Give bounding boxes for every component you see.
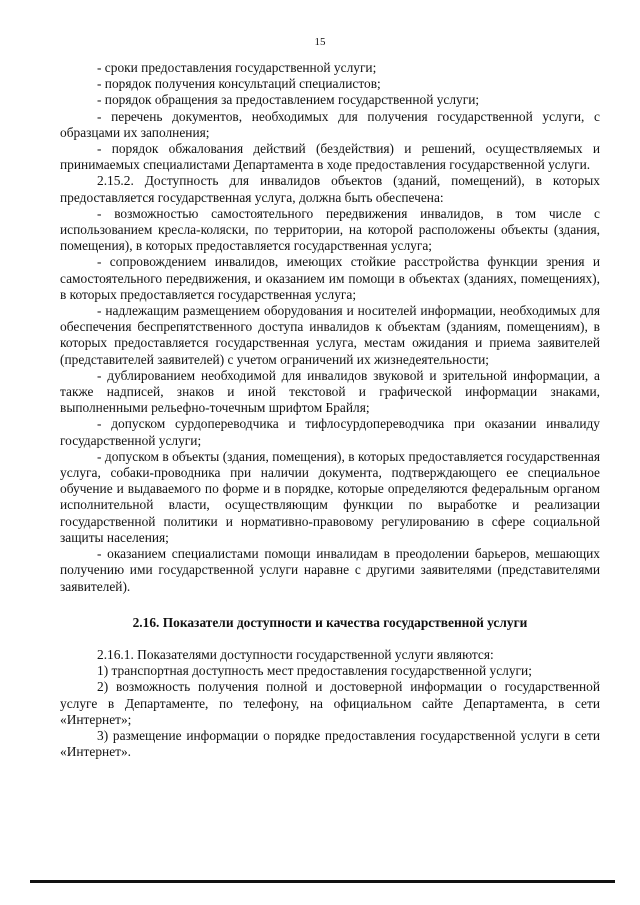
paragraph: - порядок получения консультаций специалистов; bbox=[97, 76, 381, 92]
paragraph: - оказанием специалистами помощи инвалидам в преодолении барьеров, мешающих получению ими государственной услуги наравне с другими заявителями (представителями заявителей). bbox=[60, 546, 600, 594]
paragraph: - дублированием необходимой для инвалидов звуковой и зрительной информации, а также надписей, знаков и иной текстовой и графической информации знаками, выполненными рельефно-точечным шрифтом Брайля; bbox=[60, 367, 600, 416]
paragraph: - сроки предоставления государственной услуги; bbox=[97, 60, 377, 75]
paragraph: - порядок обращения за предоставлением государственной услуги; bbox=[97, 92, 480, 108]
paragraph: 2.15.2. Доступность для инвалидов объектов (зданий, помещений), в которых предоставляется государственная услуга, должна быть обеспечена: bbox=[60, 173, 600, 205]
page-content bbox=[60, 60, 600, 760]
paragraph: 3) размещение информации о порядке предоставления государственной услуги в сети «Интернет». bbox=[60, 727, 600, 760]
paragraph: 1) транспортная доступность мест предоставления государственной услуги; bbox=[97, 663, 532, 679]
paragraph: - возможностью самостоятельного передвижения инвалидов, в том числе с использованием кресла-коляски, по территории, на которой расположены объекты (здания, помещения), в которых предоставляется государственная услуга; bbox=[60, 205, 600, 254]
paragraph: - допуском в объекты (здания, помещения), в которых предоставляется государственная услуга, собаки-проводника при наличии документа, подтверждающего ее специальное обучение и выдаваемого по форме и в порядке, которые определяются федеральным органом исполнительной власти, осуществляющим функции по выработке и реализации государственной политики и нормативно-правовому регулированию в сфере социальной защиты населения; bbox=[60, 448, 600, 545]
section-heading: 2.16. Показатели доступности и качества государственной услуги bbox=[132, 614, 528, 630]
paragraph: - допуском сурдопереводчика и тифлосурдопереводчика при оказании инвалиду государственной услуги; bbox=[60, 416, 600, 448]
spacer bbox=[60, 595, 600, 615]
paragraph: - сопровождением инвалидов, имеющих стойкие расстройства функции зрения и самостоятельного передвижения, и оказанием им помощи в объектах (зданиях, помещениях), в которых предоставляется государственная услуга; bbox=[60, 254, 600, 302]
bottom-scan-line bbox=[30, 880, 615, 883]
paragraph: - надлежащим размещением оборудования и носителей информации, необходимых для обеспечения беспрепятственного доступа инвалидов к объектам (зданиям, помещениям), в которых предоставляется государственная услуга, местам ожидания и приема заявителей (представителей заявителей) с учетом ограничений их жизнедеятельности; bbox=[60, 303, 600, 367]
spacer bbox=[60, 631, 600, 647]
paragraph: - порядок обжалования действий (бездействия) и решений, осуществляемых и принимаемых специалистами Департамента в ходе предоставления государственной услуги. bbox=[60, 141, 600, 173]
paragraph: 2.16.1. Показателями доступности государственной услуги являются: bbox=[97, 646, 494, 662]
paragraph: - перечень документов, необходимых для получения государственной услуги, с образцами их заполнения; bbox=[60, 108, 600, 140]
paragraph: 2) возможность получения полной и достоверной информации о государственной услуге в Департаменте, по телефону, на официальном сайте Департамента, в сети «Интернет»; bbox=[60, 679, 600, 727]
page-number: 15 bbox=[314, 36, 326, 48]
